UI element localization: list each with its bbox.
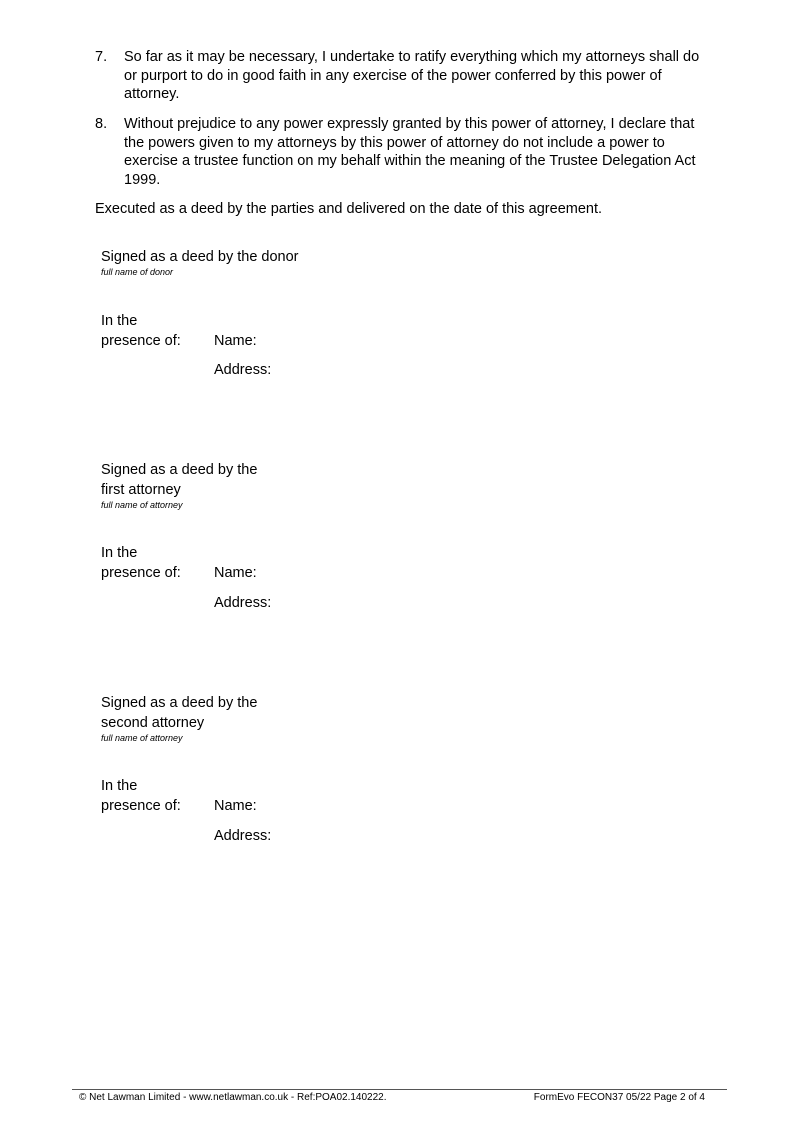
presence-line-1: In the (101, 778, 138, 794)
signature-title: Signed as a deed by the donor (101, 249, 299, 265)
signature-title: Signed as a deed by the (101, 695, 258, 711)
signature-title: Signed as a deed by the (101, 462, 258, 478)
signature-note: full name of donor (101, 267, 174, 277)
footer-form-reference: FormEvo FECON37 05/22 Page 2 of 4 (533, 1092, 705, 1103)
witness-name-label: Name: (214, 565, 257, 581)
witness-name-label: Name: (214, 798, 257, 814)
presence-label (101, 543, 181, 583)
signature-block-second-attorney (101, 693, 701, 844)
presence-label (101, 311, 181, 351)
clause-text: Without prejudice to any power expressly granted by this power of attorney, I declare that the powers given to my attorneys by this power of attorney do not include a power to exercise a trustee function on my behalf within the meaning of the Trustee Delegation Act 1999. (124, 116, 696, 188)
presence-line-1: In the (101, 313, 138, 329)
witness-address-label: Address: (214, 362, 272, 378)
page-footer (72, 1089, 727, 1103)
clause-number: 8. (95, 116, 108, 132)
clause-8 (95, 115, 715, 189)
signature-title-line-2: second attorney (101, 715, 205, 731)
signature-title-line-2: first attorney (101, 482, 181, 498)
presence-line-2: presence of: (101, 333, 181, 349)
presence-label (101, 776, 181, 816)
signature-block-donor (101, 247, 701, 378)
witness-address-label: Address: (214, 828, 272, 844)
signature-note: full name of attorney (101, 500, 183, 510)
signature-note: full name of attorney (101, 733, 183, 743)
clause-7 (95, 48, 715, 104)
witness-address-label: Address: (214, 595, 272, 611)
footer-copyright: © Net Lawman Limited - www.netlawman.co.uk - Ref:POA02.140222. (79, 1092, 387, 1103)
signature-block-first-attorney (101, 460, 701, 611)
presence-line-1: In the (101, 545, 138, 561)
execution-statement: Executed as a deed by the parties and delivered on the date of this agreement. (95, 201, 603, 217)
presence-line-2: presence of: (101, 565, 181, 581)
witness-name-label: Name: (214, 333, 257, 349)
presence-line-2: presence of: (101, 798, 181, 814)
clause-number: 7. (95, 49, 108, 65)
clause-text: So far as it may be necessary, I undertake to ratify everything which my attorneys shall do or purport to do in good faith in any exercise of the power conferred by this power of attorney. (124, 49, 700, 102)
